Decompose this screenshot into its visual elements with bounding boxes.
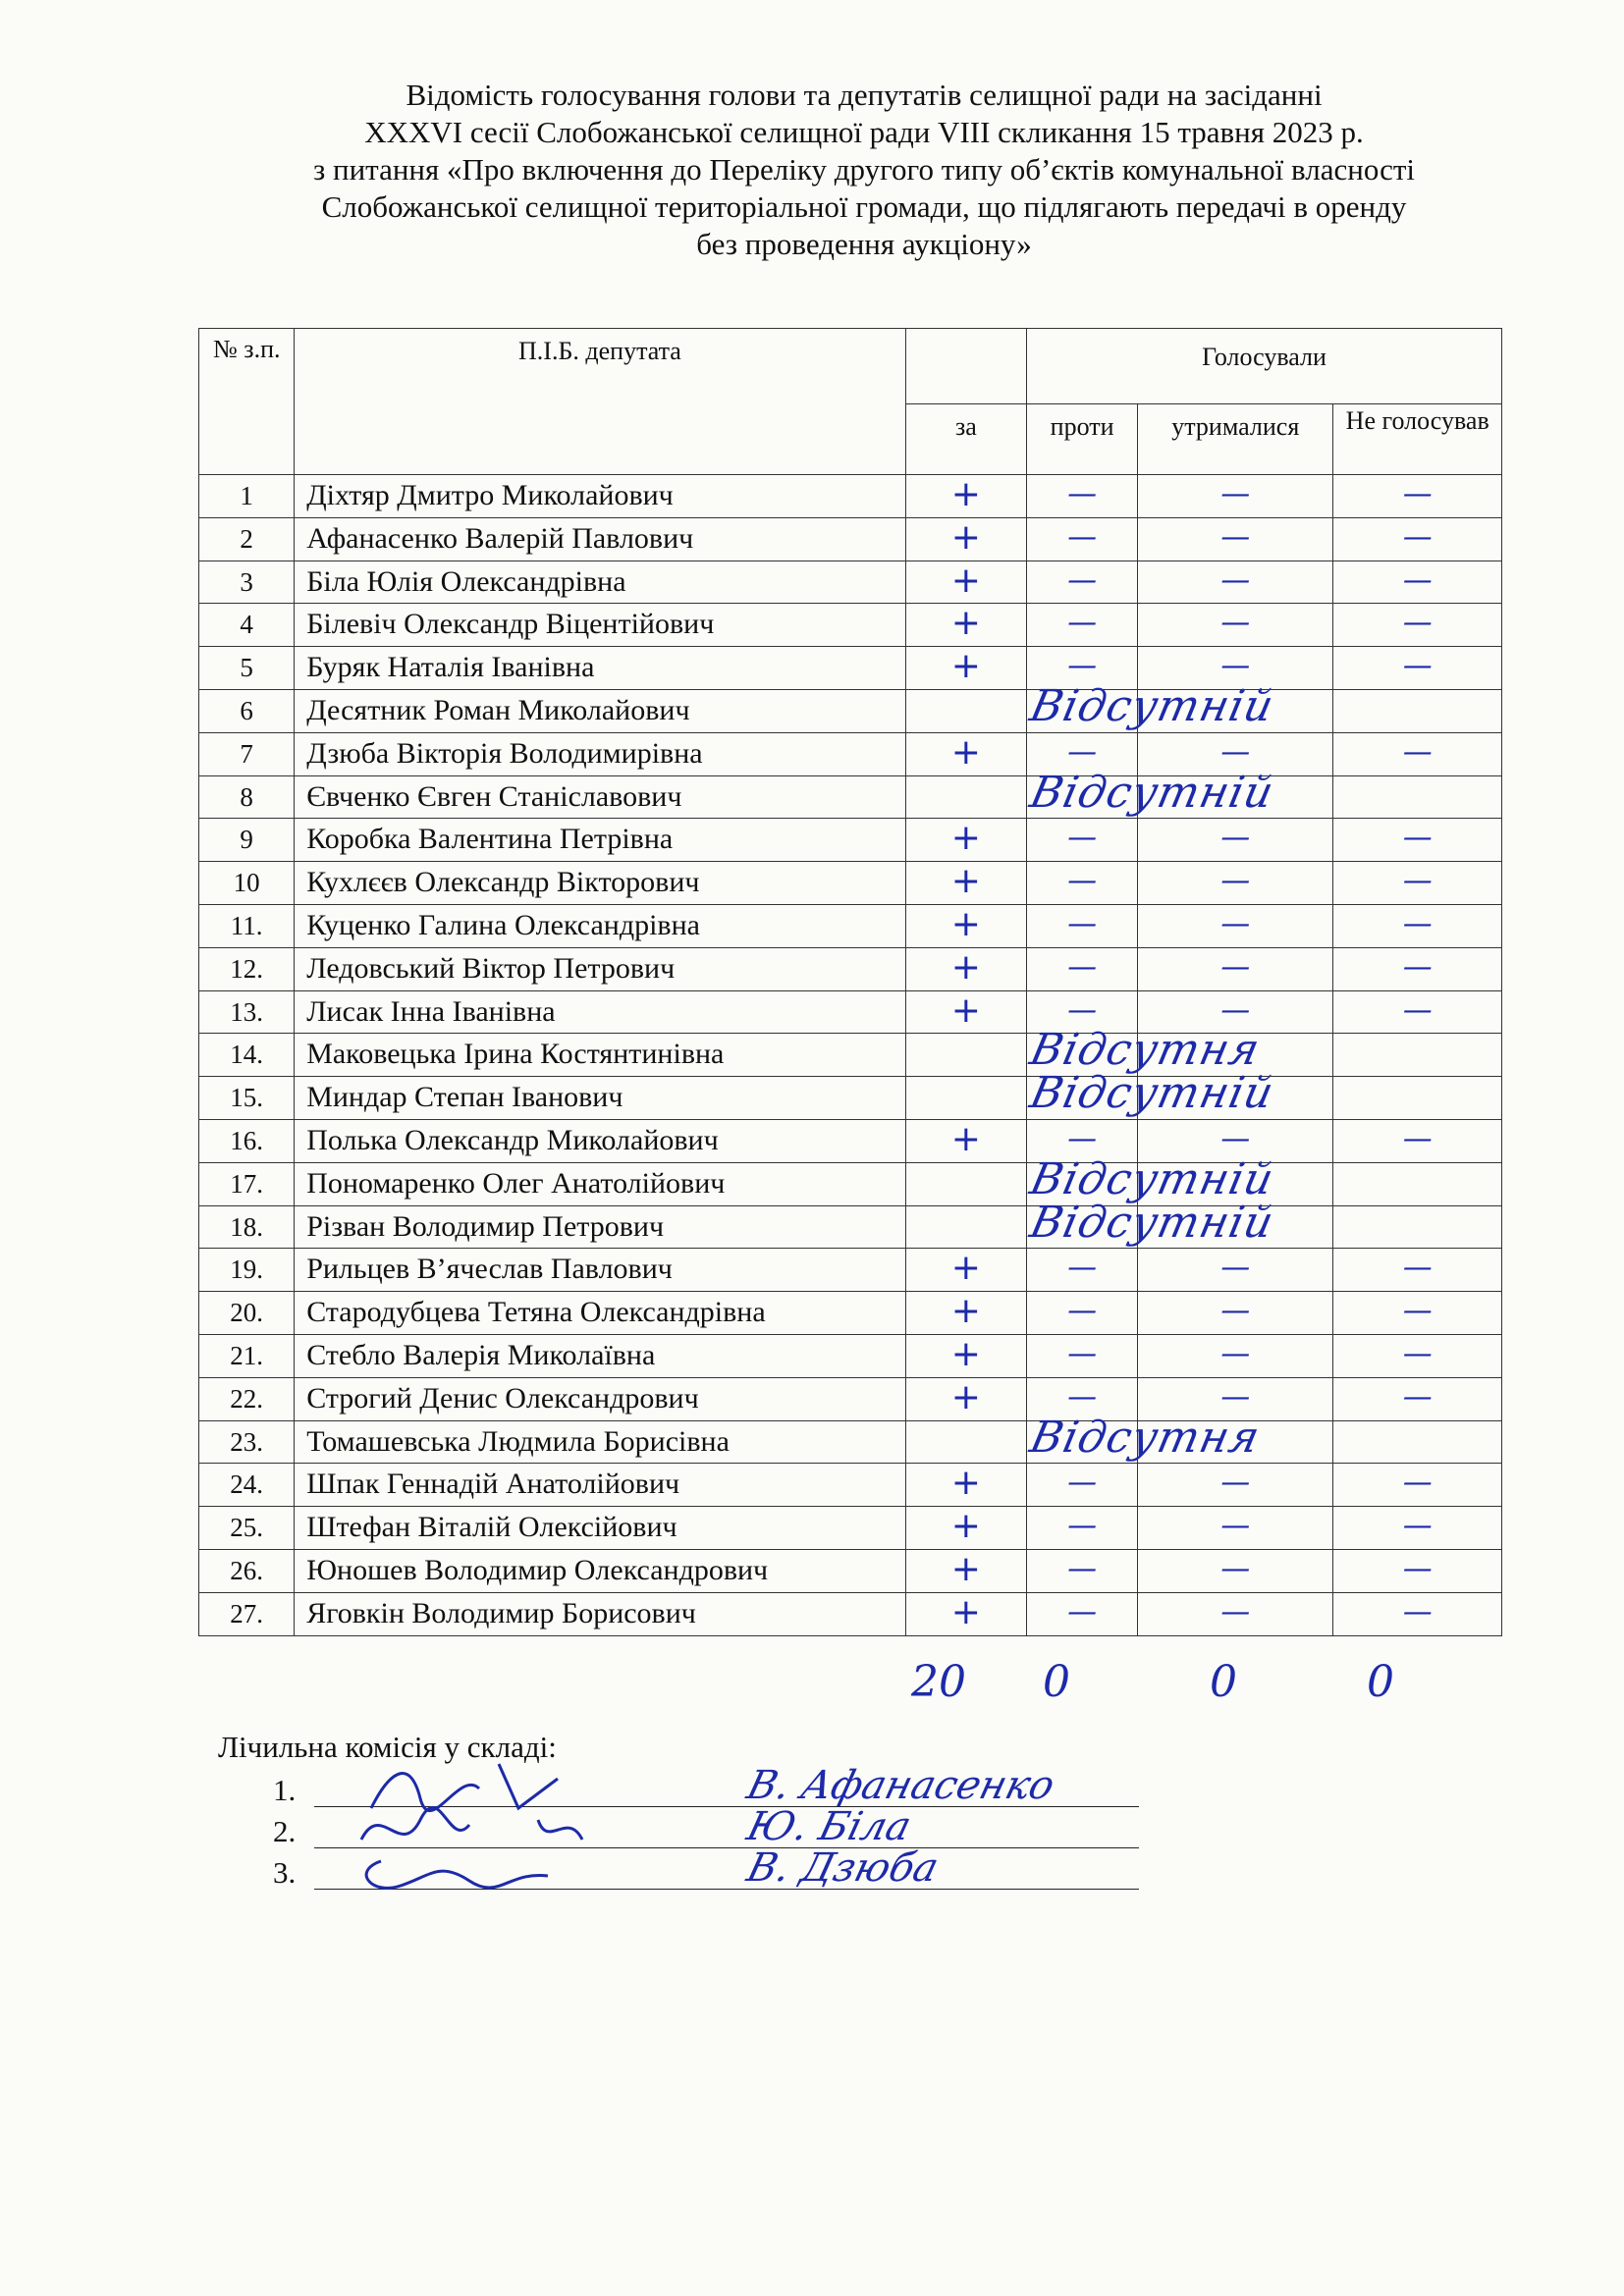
plus-mark: + bbox=[950, 1376, 981, 1417]
plus-mark: + bbox=[950, 516, 981, 558]
dash-mark: — bbox=[1220, 477, 1251, 511]
vote-ne-holosuvav bbox=[1333, 990, 1502, 1034]
dash-mark: — bbox=[1220, 1294, 1251, 1329]
table-row bbox=[199, 1162, 1502, 1205]
dash-mark: — bbox=[1067, 734, 1098, 770]
row-number: 25. bbox=[199, 1507, 295, 1550]
table-row bbox=[199, 517, 1502, 561]
total-za: 20 bbox=[911, 1657, 966, 1707]
vote-ne-holosuvav bbox=[1333, 1377, 1502, 1420]
absent-note: Відсутній bbox=[1025, 767, 1279, 818]
vote-ne-holosuvav bbox=[1333, 517, 1502, 561]
document-title bbox=[147, 77, 1581, 263]
dash-mark: — bbox=[1402, 1251, 1433, 1286]
signature-scribble bbox=[352, 1842, 607, 1900]
vote-za bbox=[905, 1377, 1026, 1420]
row-number: 21. bbox=[199, 1334, 295, 1377]
dash-mark: — bbox=[1402, 477, 1433, 511]
vote-za bbox=[905, 1507, 1026, 1550]
row-number: 4 bbox=[199, 604, 295, 647]
header-name: П.І.Б. депутата bbox=[295, 329, 906, 475]
row-number: 15. bbox=[199, 1077, 295, 1120]
dash-mark: — bbox=[1220, 949, 1251, 985]
vote-proty bbox=[1027, 947, 1138, 990]
row-number: 26. bbox=[199, 1549, 295, 1592]
dash-mark: — bbox=[1402, 1379, 1433, 1415]
dash-mark: — bbox=[1220, 734, 1251, 770]
dash-mark: — bbox=[1402, 992, 1433, 1028]
plus-mark: + bbox=[950, 818, 981, 859]
vote-ne-holosuvav bbox=[1333, 1507, 1502, 1550]
vote-ne-holosuvav bbox=[1333, 1249, 1502, 1292]
dash-mark: — bbox=[1067, 1336, 1098, 1371]
dash-mark: — bbox=[1067, 821, 1098, 856]
table-row bbox=[199, 862, 1502, 905]
total-ne-holosuvav: 0 bbox=[1367, 1657, 1394, 1707]
vote-za bbox=[905, 1034, 1026, 1077]
row-number: 24. bbox=[199, 1464, 295, 1507]
row-number: 18. bbox=[199, 1205, 295, 1249]
vote-ne-holosuvav bbox=[1333, 1119, 1502, 1162]
vote-za bbox=[905, 475, 1026, 518]
table-row bbox=[199, 819, 1502, 862]
vote-za bbox=[905, 904, 1026, 947]
table-row bbox=[199, 561, 1502, 604]
dash-mark: — bbox=[1402, 649, 1433, 684]
table-row bbox=[199, 1377, 1502, 1420]
table-row bbox=[199, 947, 1502, 990]
deputy-name: Лисак Інна Іванівна bbox=[295, 990, 906, 1034]
absent-note: Відсутній bbox=[1025, 1068, 1279, 1119]
dash-mark: — bbox=[1402, 1509, 1433, 1544]
deputy-name: Строгий Денис Олександрович bbox=[295, 1377, 906, 1420]
vote-za bbox=[905, 1549, 1026, 1592]
dash-mark: — bbox=[1220, 606, 1251, 641]
plus-mark: + bbox=[950, 1463, 981, 1504]
vote-ne-holosuvav bbox=[1333, 1464, 1502, 1507]
vote-ne-holosuvav bbox=[1333, 775, 1502, 819]
dash-mark: — bbox=[1067, 1509, 1098, 1544]
vote-utrymalysia bbox=[1138, 1249, 1333, 1292]
vote-za bbox=[905, 1119, 1026, 1162]
deputy-name: Ледовський Віктор Петрович bbox=[295, 947, 906, 990]
table-row bbox=[199, 1464, 1502, 1507]
vote-utrymalysia bbox=[1138, 1507, 1333, 1550]
header-blank bbox=[905, 329, 1026, 404]
title-line-5: без проведення аукціону» bbox=[696, 227, 1032, 261]
vote-za bbox=[905, 990, 1026, 1034]
table-row bbox=[199, 604, 1502, 647]
dash-mark: — bbox=[1067, 1379, 1098, 1415]
deputy-name: Юношев Володимир Олександрович bbox=[295, 1549, 906, 1592]
deputy-name: Томашевська Людмила Борисівна bbox=[295, 1420, 906, 1464]
total-utrymalysia: 0 bbox=[1210, 1657, 1237, 1707]
dash-mark: — bbox=[1067, 649, 1098, 684]
table-row bbox=[199, 1034, 1502, 1077]
header-ne-holosuvav: Не голосував bbox=[1333, 404, 1502, 475]
absent-note: Відсутня bbox=[1025, 1412, 1265, 1463]
row-number: 23. bbox=[199, 1420, 295, 1464]
dash-mark: — bbox=[1067, 562, 1098, 598]
deputy-name: Яговкін Володимир Борисович bbox=[295, 1592, 906, 1635]
deputy-name: Пономаренко Олег Анатолійович bbox=[295, 1162, 906, 1205]
vote-utrymalysia bbox=[1138, 1592, 1333, 1635]
member-number: 3. bbox=[273, 1855, 297, 1890]
row-number: 10 bbox=[199, 862, 295, 905]
member-name: В. Афанасенко bbox=[742, 1763, 1059, 1808]
absent-note: Відсутня bbox=[1025, 1025, 1265, 1076]
deputy-name: Дзюба Вікторія Володимирівна bbox=[295, 732, 906, 775]
vote-za bbox=[905, 775, 1026, 819]
absent-note: Відсутній bbox=[1025, 1197, 1279, 1248]
deputy-name: Десятник Роман Миколайович bbox=[295, 689, 906, 732]
dash-mark: — bbox=[1402, 1466, 1433, 1501]
row-number: 9 bbox=[199, 819, 295, 862]
dash-mark: — bbox=[1220, 1594, 1251, 1629]
dash-mark: — bbox=[1220, 906, 1251, 941]
dash-mark: — bbox=[1402, 1551, 1433, 1586]
vote-ne-holosuvav bbox=[1333, 819, 1502, 862]
vote-proty bbox=[1027, 1464, 1138, 1507]
total-proty: 0 bbox=[1043, 1657, 1070, 1707]
dash-mark: — bbox=[1067, 864, 1098, 899]
vote-za bbox=[905, 1464, 1026, 1507]
vote-utrymalysia bbox=[1138, 1334, 1333, 1377]
plus-mark: + bbox=[950, 861, 981, 902]
row-number: 6 bbox=[199, 689, 295, 732]
row-number: 12. bbox=[199, 947, 295, 990]
deputy-name: Кухлєєв Олександр Вікторович bbox=[295, 862, 906, 905]
vote-utrymalysia bbox=[1138, 475, 1333, 518]
table-row bbox=[199, 1592, 1502, 1635]
vote-ne-holosuvav bbox=[1333, 1077, 1502, 1120]
plus-mark: + bbox=[950, 474, 981, 514]
dash-mark: — bbox=[1220, 821, 1251, 856]
vote-utrymalysia bbox=[1138, 1292, 1333, 1335]
vote-ne-holosuvav bbox=[1333, 647, 1502, 690]
vote-utrymalysia bbox=[1138, 904, 1333, 947]
vote-proty bbox=[1027, 1592, 1138, 1635]
vote-za bbox=[905, 517, 1026, 561]
dash-mark: — bbox=[1067, 1121, 1098, 1156]
dash-mark: — bbox=[1402, 734, 1433, 770]
row-number: 7 bbox=[199, 732, 295, 775]
member-name: В. Дзюба bbox=[742, 1845, 944, 1891]
vote-proty bbox=[1027, 604, 1138, 647]
header-za: за bbox=[905, 404, 1026, 475]
table-row bbox=[199, 475, 1502, 518]
table-row bbox=[199, 732, 1502, 775]
table-row bbox=[199, 904, 1502, 947]
vote-za bbox=[905, 1592, 1026, 1635]
dash-mark: — bbox=[1067, 519, 1098, 555]
dash-mark: — bbox=[1402, 562, 1433, 598]
dash-mark: — bbox=[1220, 519, 1251, 555]
vote-proty bbox=[1027, 1334, 1138, 1377]
vote-za bbox=[905, 1292, 1026, 1335]
deputy-name: Різван Володимир Петрович bbox=[295, 1205, 906, 1249]
deputy-name: Штефан Віталій Олексійович bbox=[295, 1507, 906, 1550]
deputy-name: Стебло Валерія Миколаївна bbox=[295, 1334, 906, 1377]
table-row bbox=[199, 1507, 1502, 1550]
vote-utrymalysia bbox=[1138, 947, 1333, 990]
vote-utrymalysia bbox=[1138, 862, 1333, 905]
dash-mark: — bbox=[1067, 606, 1098, 641]
deputy-name: Діхтяр Дмитро Миколайович bbox=[295, 475, 906, 518]
vote-utrymalysia bbox=[1138, 561, 1333, 604]
member-number: 1. bbox=[273, 1773, 297, 1807]
table-row bbox=[199, 1119, 1502, 1162]
vote-utrymalysia bbox=[1138, 1464, 1333, 1507]
table-row bbox=[199, 1549, 1502, 1592]
dash-mark: — bbox=[1067, 1551, 1098, 1586]
table-row bbox=[199, 990, 1502, 1034]
table-row bbox=[199, 1205, 1502, 1249]
table-row bbox=[199, 1334, 1502, 1377]
vote-proty bbox=[1027, 561, 1138, 604]
plus-mark: + bbox=[950, 603, 981, 644]
plus-mark: + bbox=[950, 989, 981, 1031]
deputy-name: Афанасенко Валерій Павлович bbox=[295, 517, 906, 561]
vote-utrymalysia bbox=[1138, 604, 1333, 647]
table-row bbox=[199, 1292, 1502, 1335]
vote-za bbox=[905, 689, 1026, 732]
row-number: 16. bbox=[199, 1119, 295, 1162]
table-row bbox=[199, 647, 1502, 690]
vote-ne-holosuvav bbox=[1333, 862, 1502, 905]
dash-mark: — bbox=[1220, 1466, 1251, 1501]
vote-ne-holosuvav bbox=[1333, 1034, 1502, 1077]
vote-proty bbox=[1025, 1068, 1279, 1120]
deputy-name: Рильцев В’ячеслав Павлович bbox=[295, 1249, 906, 1292]
dash-mark: — bbox=[1220, 864, 1251, 899]
vote-ne-holosuvav bbox=[1333, 732, 1502, 775]
deputy-name: Шпак Геннадій Анатолійович bbox=[295, 1464, 906, 1507]
row-number: 27. bbox=[199, 1592, 295, 1635]
header-number: № з.п. bbox=[199, 329, 295, 475]
dash-mark: — bbox=[1220, 649, 1251, 684]
totals-row bbox=[0, 1657, 1624, 1706]
header-voted: Голосували bbox=[1027, 329, 1502, 404]
vote-proty bbox=[1025, 1412, 1265, 1464]
plus-mark: + bbox=[950, 1291, 981, 1332]
vote-proty bbox=[1027, 517, 1138, 561]
plus-mark: + bbox=[950, 1248, 981, 1289]
deputy-name: Білевіч Олександр Віцентійович bbox=[295, 604, 906, 647]
dash-mark: — bbox=[1220, 562, 1251, 598]
row-number: 13. bbox=[199, 990, 295, 1034]
vote-ne-holosuvav bbox=[1333, 1205, 1502, 1249]
title-line-3: з питання «Про включення до Переліку другого типу об’єктів комунальної власності bbox=[312, 152, 1416, 187]
dash-mark: — bbox=[1067, 949, 1098, 985]
table-row bbox=[199, 775, 1502, 819]
dash-mark: — bbox=[1220, 1336, 1251, 1371]
vote-ne-holosuvav bbox=[1333, 1420, 1502, 1464]
deputy-name: Біла Юлія Олександрівна bbox=[295, 561, 906, 604]
vote-za bbox=[905, 1420, 1026, 1464]
table-row bbox=[199, 1420, 1502, 1464]
dash-mark: — bbox=[1402, 821, 1433, 856]
vote-proty bbox=[1027, 475, 1138, 518]
plus-mark: + bbox=[950, 731, 981, 773]
deputy-name: Євченко Євген Станіславович bbox=[295, 775, 906, 819]
vote-za bbox=[905, 1334, 1026, 1377]
table-body bbox=[199, 475, 1502, 1636]
dash-mark: — bbox=[1220, 1379, 1251, 1415]
dash-mark: — bbox=[1402, 1336, 1433, 1371]
row-number: 20. bbox=[199, 1292, 295, 1335]
vote-proty bbox=[1027, 819, 1138, 862]
deputy-name: Маковецька Ірина Костянтинівна bbox=[295, 1034, 906, 1077]
vote-proty bbox=[1027, 1249, 1138, 1292]
member-number: 2. bbox=[273, 1814, 297, 1848]
dash-mark: — bbox=[1402, 1594, 1433, 1629]
vote-utrymalysia bbox=[1138, 819, 1333, 862]
plus-mark: + bbox=[950, 946, 981, 988]
title-line-2: XXXVI сесії Слобожанської селищної ради VIII скликання 15 травня 2023 р. bbox=[364, 115, 1364, 149]
vote-proty bbox=[1027, 862, 1138, 905]
vote-ne-holosuvav bbox=[1333, 904, 1502, 947]
vote-proty bbox=[1027, 904, 1138, 947]
vote-za bbox=[905, 862, 1026, 905]
table-row bbox=[199, 689, 1502, 732]
dash-mark: — bbox=[1220, 992, 1251, 1028]
dash-mark: — bbox=[1402, 906, 1433, 941]
title-line-1: Відомість голосування голови та депутатів селищної ради на засіданні bbox=[406, 78, 1323, 112]
plus-mark: + bbox=[950, 1591, 981, 1632]
row-number: 11. bbox=[199, 904, 295, 947]
vote-za bbox=[905, 947, 1026, 990]
dash-mark: — bbox=[1220, 1251, 1251, 1286]
deputy-name: Буряк Наталія Іванівна bbox=[295, 647, 906, 690]
vote-ne-holosuvav bbox=[1333, 689, 1502, 732]
absent-note: Відсутній bbox=[1025, 680, 1279, 731]
absent-note: Відсутній bbox=[1025, 1153, 1279, 1204]
vote-proty bbox=[1025, 680, 1279, 732]
vote-ne-holosuvav bbox=[1333, 561, 1502, 604]
deputy-name: Полька Олександр Миколайович bbox=[295, 1119, 906, 1162]
deputy-name: Стародубцева Тетяна Олександрівна bbox=[295, 1292, 906, 1335]
vote-proty bbox=[1025, 1197, 1279, 1249]
row-number: 2 bbox=[199, 517, 295, 561]
vote-za bbox=[905, 561, 1026, 604]
vote-ne-holosuvav bbox=[1333, 1292, 1502, 1335]
dash-mark: — bbox=[1402, 519, 1433, 555]
dash-mark: — bbox=[1402, 606, 1433, 641]
deputy-name: Куценко Галина Олександрівна bbox=[295, 904, 906, 947]
row-number: 3 bbox=[199, 561, 295, 604]
plus-mark: + bbox=[950, 1548, 981, 1589]
vote-za bbox=[905, 604, 1026, 647]
voting-table bbox=[198, 328, 1502, 1636]
dash-mark: — bbox=[1402, 949, 1433, 985]
commission-member-3 bbox=[273, 1845, 1157, 1896]
plus-mark: + bbox=[950, 560, 981, 601]
title-line-4: Слобожанської селищної територіальної громади, що підлягають передачі в оренду bbox=[321, 189, 1407, 224]
plus-mark: + bbox=[950, 646, 981, 687]
dash-mark: — bbox=[1220, 1551, 1251, 1586]
row-number: 14. bbox=[199, 1034, 295, 1077]
plus-mark: + bbox=[950, 1118, 981, 1159]
vote-ne-holosuvav bbox=[1333, 604, 1502, 647]
deputy-name: Коробка Валентина Петрівна bbox=[295, 819, 906, 862]
vote-proty bbox=[1027, 1549, 1138, 1592]
vote-proty bbox=[1027, 1507, 1138, 1550]
dash-mark: — bbox=[1067, 477, 1098, 511]
vote-proty bbox=[1027, 1292, 1138, 1335]
dash-mark: — bbox=[1402, 1294, 1433, 1329]
header-utrymalysia: утрималися bbox=[1138, 404, 1333, 475]
row-number: 19. bbox=[199, 1249, 295, 1292]
dash-mark: — bbox=[1067, 1294, 1098, 1329]
vote-za bbox=[905, 732, 1026, 775]
member-name: Ю. Біла bbox=[742, 1804, 916, 1849]
deputy-name: Миндар Степан Іванович bbox=[295, 1077, 906, 1120]
row-number: 1 bbox=[199, 475, 295, 518]
dash-mark: — bbox=[1220, 1121, 1251, 1156]
vote-za bbox=[905, 1077, 1026, 1120]
dash-mark: — bbox=[1067, 992, 1098, 1028]
plus-mark: + bbox=[950, 1333, 981, 1374]
row-number: 5 bbox=[199, 647, 295, 690]
dash-mark: — bbox=[1067, 906, 1098, 941]
vote-ne-holosuvav bbox=[1333, 1549, 1502, 1592]
table-row bbox=[199, 1077, 1502, 1120]
vote-za bbox=[905, 1205, 1026, 1249]
dash-mark: — bbox=[1402, 1121, 1433, 1156]
vote-ne-holosuvav bbox=[1333, 475, 1502, 518]
row-number: 8 bbox=[199, 775, 295, 819]
table-row bbox=[199, 1249, 1502, 1292]
dash-mark: — bbox=[1067, 1251, 1098, 1286]
vote-za bbox=[905, 1162, 1026, 1205]
vote-ne-holosuvav bbox=[1333, 1592, 1502, 1635]
vote-ne-holosuvav bbox=[1333, 947, 1502, 990]
vote-ne-holosuvav bbox=[1333, 1162, 1502, 1205]
row-number: 17. bbox=[199, 1162, 295, 1205]
dash-mark: — bbox=[1402, 864, 1433, 899]
dash-mark: — bbox=[1067, 1466, 1098, 1501]
commission-label: Лічильна комісія у складі: bbox=[218, 1730, 557, 1764]
vote-za bbox=[905, 647, 1026, 690]
dash-mark: — bbox=[1220, 1509, 1251, 1544]
dash-mark: — bbox=[1067, 1594, 1098, 1629]
plus-mark: + bbox=[950, 903, 981, 944]
vote-ne-holosuvav bbox=[1333, 1334, 1502, 1377]
vote-utrymalysia bbox=[1138, 1549, 1333, 1592]
vote-proty bbox=[1025, 767, 1279, 819]
vote-utrymalysia bbox=[1138, 517, 1333, 561]
vote-za bbox=[905, 819, 1026, 862]
row-number: 22. bbox=[199, 1377, 295, 1420]
header-proty: проти bbox=[1027, 404, 1138, 475]
vote-za bbox=[905, 1249, 1026, 1292]
plus-mark: + bbox=[950, 1506, 981, 1547]
